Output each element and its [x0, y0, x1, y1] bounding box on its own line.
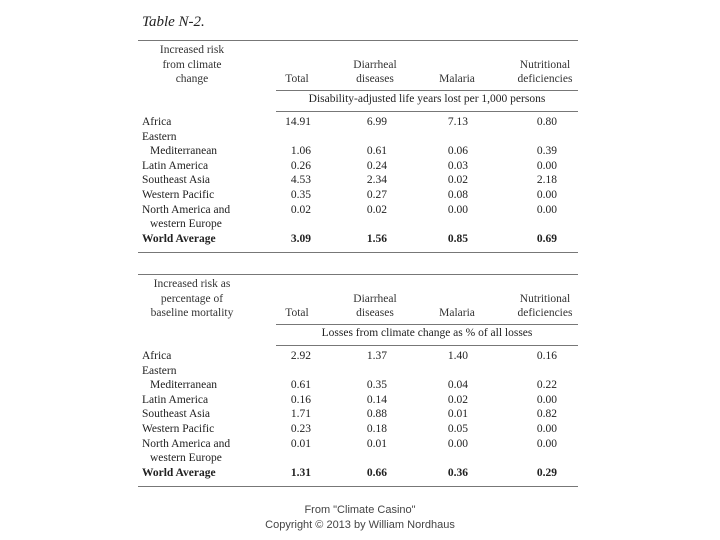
table2-row-value: 0.23	[290, 423, 311, 435]
table2-header-rule	[276, 324, 578, 325]
table1-row-value: 0.02	[366, 203, 387, 216]
table2-row-region: Africa	[142, 350, 172, 362]
table2-corner-label: baseline mortality	[150, 307, 234, 319]
table1-row-value: 7.13	[447, 116, 468, 128]
table1-row-value: 2.34	[366, 174, 387, 187]
table1-row-value: 0.24	[366, 159, 387, 172]
table2-row-value: 0.00	[536, 393, 557, 406]
table1-row-value: 1.56	[366, 232, 387, 245]
table2-row-value: 0.22	[536, 379, 557, 392]
table2-row-value: 0.01	[290, 437, 311, 450]
table1-col-header: Diarrheal	[353, 58, 397, 71]
table1-corner-label: change	[175, 73, 209, 85]
table2-row-value: 0.04	[447, 379, 468, 392]
table1-bottom-rule	[138, 252, 578, 253]
table2-row-value: 0.29	[536, 466, 557, 479]
table2-row-value: 0.88	[366, 408, 387, 421]
table1-col-header: deficiencies	[517, 73, 573, 85]
table1-row-value: 0.27	[366, 189, 387, 201]
table2-row-value: 1.37	[366, 350, 387, 362]
table2-col-header: Nutritional	[519, 292, 571, 305]
table1-row-region: Western Pacific	[142, 189, 215, 201]
table1-header-rule	[276, 90, 578, 91]
footer	[0, 503, 720, 533]
table2-col-header: deficiencies	[517, 307, 573, 319]
table1-row-value: 0.08	[447, 189, 468, 201]
table2-col-header: Total	[285, 307, 309, 319]
table1-subheader: Disability-adjusted life years lost per 1,000 persons	[308, 93, 546, 105]
table1-col-header: Malaria	[439, 73, 475, 85]
table2-row-region: Southeast Asia	[142, 408, 211, 421]
table2-row-value: 0.66	[366, 466, 387, 479]
table1-row-value: 0.69	[536, 232, 557, 245]
table2-row-value: 0.02	[447, 393, 468, 406]
table1-row-value: 0.02	[447, 174, 468, 187]
table2-row-region: Eastern	[142, 364, 177, 377]
table1-row-value: 0.02	[290, 203, 311, 216]
table1-row-value: 2.18	[536, 174, 557, 187]
table1-row-value: 0.00	[536, 159, 557, 172]
table1-col-header: diseases	[356, 73, 394, 85]
table2-row-region: Mediterranean	[150, 379, 218, 392]
table2-top-rule	[138, 274, 578, 275]
table1-row-region: western Europe	[150, 218, 222, 231]
table2-row-region: Latin America	[142, 393, 209, 406]
table1-subheader-rule	[276, 111, 578, 112]
table1-row-value: 1.06	[290, 145, 311, 158]
table2-row-value: 0.18	[366, 423, 387, 435]
table2-row-region: World Average	[142, 466, 216, 479]
table2-bottom-rule	[138, 486, 578, 487]
table2-row-value: 0.16	[290, 393, 311, 406]
table2-row-value: 1.40	[447, 350, 468, 362]
footer-source: From "Climate Casino"	[304, 504, 416, 516]
table2-row-value: 0.05	[447, 423, 468, 435]
table2-row-value: 0.61	[290, 379, 311, 392]
table1-col-header: Total	[285, 73, 309, 85]
table2-subheader: Losses from climate change as % of all losses	[321, 327, 533, 339]
table1-corner-label: Increased risk	[159, 44, 225, 56]
table1-row-value: 0.85	[447, 232, 468, 245]
table1-row-value: 0.03	[447, 159, 468, 172]
table2-row-value: 0.00	[536, 437, 557, 450]
table2-row-region: North America and	[142, 437, 231, 450]
table1-row-region: World Average	[142, 232, 216, 245]
table2-row-value: 0.35	[366, 379, 387, 392]
table1-col-header: Nutritional	[519, 58, 571, 71]
table2-col-header: Malaria	[439, 307, 475, 319]
table1-row-value: 14.91	[285, 116, 311, 128]
table2-row-value: 1.31	[290, 466, 311, 479]
table2-col-header: Diarrheal	[353, 292, 397, 305]
table1-row-value: 0.06	[447, 145, 468, 158]
table2-row-value: 1.71	[290, 408, 311, 421]
table1-row-value: 6.99	[366, 116, 387, 128]
table2-subheader-rule	[276, 345, 578, 346]
table2-row-value: 0.01	[447, 408, 468, 421]
table2-row-value: 0.00	[447, 437, 468, 450]
table2-corner-label: percentage of	[160, 292, 224, 305]
table2-row-region: Western Pacific	[142, 423, 215, 435]
table1-row-region: Latin America	[142, 159, 209, 172]
table1-row-value: 0.00	[447, 203, 468, 216]
table1-row-region: Africa	[142, 116, 172, 128]
table2-row-value: 0.16	[536, 350, 557, 362]
table1-row-value: 0.26	[290, 159, 311, 172]
table1-row-region: Southeast Asia	[142, 174, 211, 187]
table1-row-value: 0.00	[536, 189, 557, 201]
table2-row-value: 0.82	[536, 408, 557, 421]
table2-row-value: 0.00	[536, 423, 557, 435]
table1-row-value: 0.35	[290, 189, 311, 201]
table1-row-value: 0.80	[536, 116, 557, 128]
table1-row-value: 3.09	[290, 232, 311, 245]
table1-corner-label: from climate	[162, 58, 222, 71]
table1-row-value: 0.39	[536, 145, 557, 158]
table2-row-value: 0.36	[447, 466, 468, 479]
table2-row-value: 2.92	[290, 350, 311, 362]
table1-row-region: North America and	[142, 203, 231, 216]
table2-row-region: western Europe	[150, 452, 222, 465]
table2-row-value: 0.14	[366, 393, 387, 406]
table2-row-value: 0.01	[366, 437, 387, 450]
table1-row-region: Eastern	[142, 130, 177, 143]
table2-col-header: diseases	[356, 307, 394, 319]
footer-copyright: Copyright © 2013 by William Nordhaus	[265, 519, 455, 531]
table-title: Table N-2.	[142, 14, 205, 30]
table1-row-value: 0.00	[536, 203, 557, 216]
table1-row-region: Mediterranean	[150, 145, 218, 158]
table1-top-rule	[138, 40, 578, 41]
table2-corner-label: Increased risk as	[153, 278, 231, 290]
table1-row-value: 0.61	[366, 145, 387, 158]
table1-row-value: 4.53	[290, 174, 311, 187]
